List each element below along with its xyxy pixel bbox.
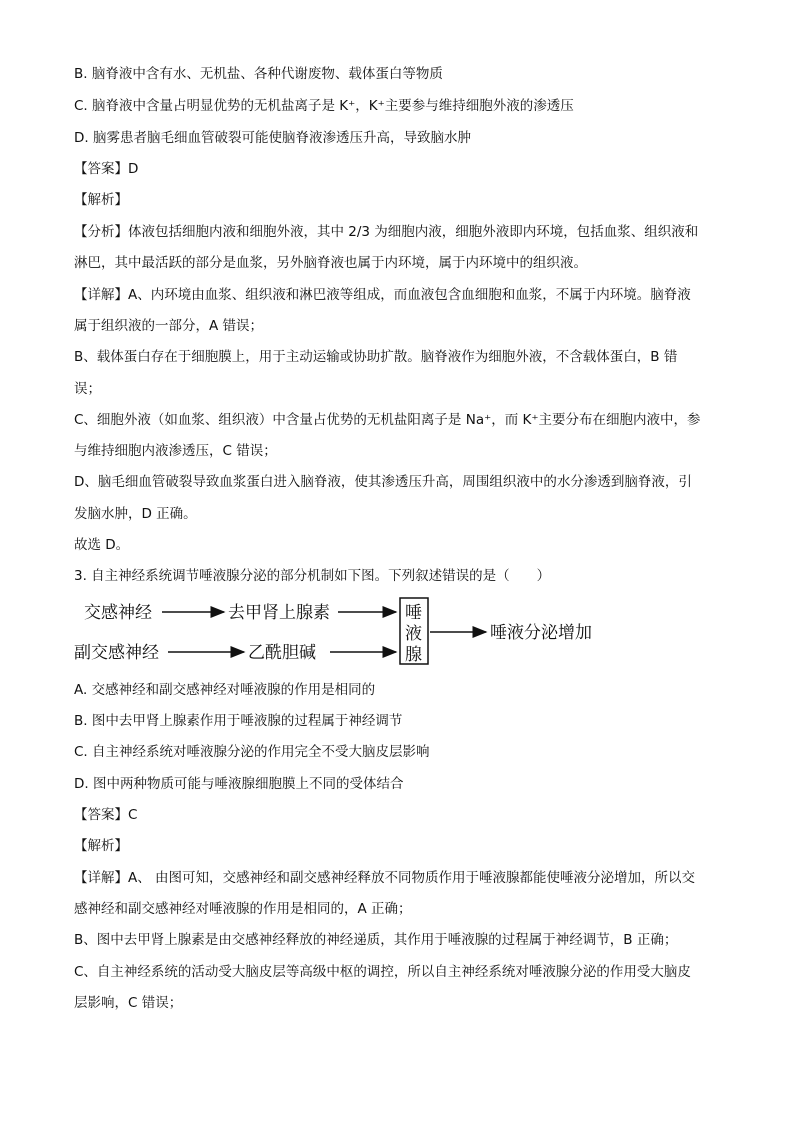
acetylcholine-label: 乙酰胆碱 [248, 643, 316, 663]
option-b: B. 脑脊液中含有水、无机盐、各种代谢废物、载体蛋白等物质 [74, 66, 443, 82]
option-c: C. 脑脊液中含量占明显优势的无机盐离子是 K⁺，K⁺主要参与维持细胞外液的渗透压 [74, 98, 574, 114]
q3-detail-a-1: 【详解】A、 由图可知，交感神经和副交感神经释放不同物质作用于唾液腺都能使唾液分泌增加，所以交 [74, 870, 696, 886]
detail-d-1: D、脑毛细血管破裂导致血浆蛋白进入脑脊液，使其渗透压升高，周围组织液中的水分渗透到脑脊液，引 [74, 474, 692, 490]
norepinephrine-label: 去甲肾上腺素 [228, 603, 330, 623]
q3-detail-c-2: 层影响，C 错误； [74, 995, 183, 1011]
question-3: 3. 自主神经系统调节唾液腺分泌的部分机制如下图。下列叙述错误的是（ ） [74, 568, 551, 584]
detail-d-2: 发脑水肿，D 正确。 [74, 506, 197, 522]
q3-detail-b: B、图中去甲肾上腺素是由交感神经释放的神经递质，其作用于唾液腺的过程属于神经调节，B 正确； [74, 932, 678, 948]
gland-char-3: 腺 [405, 645, 422, 665]
detail-c-1: C、细胞外液（如血浆、组织液）中含量占优势的无机盐阳离子是 Na⁺，而 K⁺主要分布在细胞内液中，参 [74, 412, 701, 428]
detail-c-2: 与维持细胞内液渗透压，C 错误； [74, 443, 277, 459]
parasympathetic-label: 副交感神经 [74, 643, 159, 663]
q3-answer-label: 【答案】C [74, 807, 138, 823]
detail-b-2: 误； [74, 381, 101, 397]
result-label: 唾液分泌增加 [490, 623, 592, 643]
q3-option-b: B. 图中去甲肾上腺素作用于唾液腺的过程属于神经调节 [74, 713, 403, 729]
q3-option-c: C. 自主神经系统对唾液腺分泌的作用完全不受大脑皮层影响 [74, 744, 430, 760]
conclusion: 故选 D。 [74, 537, 130, 553]
q3-option-a: A. 交感神经和副交感神经对唾液腺的作用是相同的 [74, 682, 376, 698]
detail-b-1: B、载体蛋白存在于细胞膜上，用于主动运输或协助扩散。脑脊液作为细胞外液，不含载体蛋白，B 错 [74, 349, 678, 365]
detail-a-2: 属于组织液的一部分，A 错误； [74, 318, 264, 334]
analysis-text-2: 淋巴，其中最活跃的部分是血浆，另外脑脊液也属于内环境，属于内环境中的组织液。 [74, 255, 587, 271]
analysis-text-1: 【分析】体液包括细胞内液和细胞外液，其中 2/3 为细胞内液，细胞外液即内环境，包括血浆、组织液和 [74, 224, 699, 240]
analysis-heading: 【解析】 [74, 192, 128, 208]
option-d: D. 脑雾患者脑毛细血管破裂可能使脑脊液渗透压升高，导致脑水肿 [74, 130, 471, 146]
q3-detail-c-1: C、自主神经系统的活动受大脑皮层等高级中枢的调控，所以自主神经系统对唾液腺分泌的作用受大脑皮 [74, 964, 691, 980]
sympathetic-label: 交感神经 [84, 603, 152, 623]
gland-char-1: 唾 [405, 603, 422, 623]
mechanism-diagram [72, 596, 632, 668]
q3-detail-a-2: 感神经和副交感神经对唾液腺的作用是相同的，A 正确； [74, 901, 412, 917]
answer-label: 【答案】D [74, 161, 139, 177]
q3-option-d: D. 图中两种物质可能与唾液腺细胞膜上不同的受体结合 [74, 776, 404, 792]
q3-analysis-heading: 【解析】 [74, 838, 128, 854]
detail-a-1: 【详解】A、内环境由血浆、组织液和淋巴液等组成，而血液包含血细胞和血浆，不属于内环境。脑脊液 [74, 287, 691, 303]
gland-char-2: 液 [405, 624, 422, 644]
